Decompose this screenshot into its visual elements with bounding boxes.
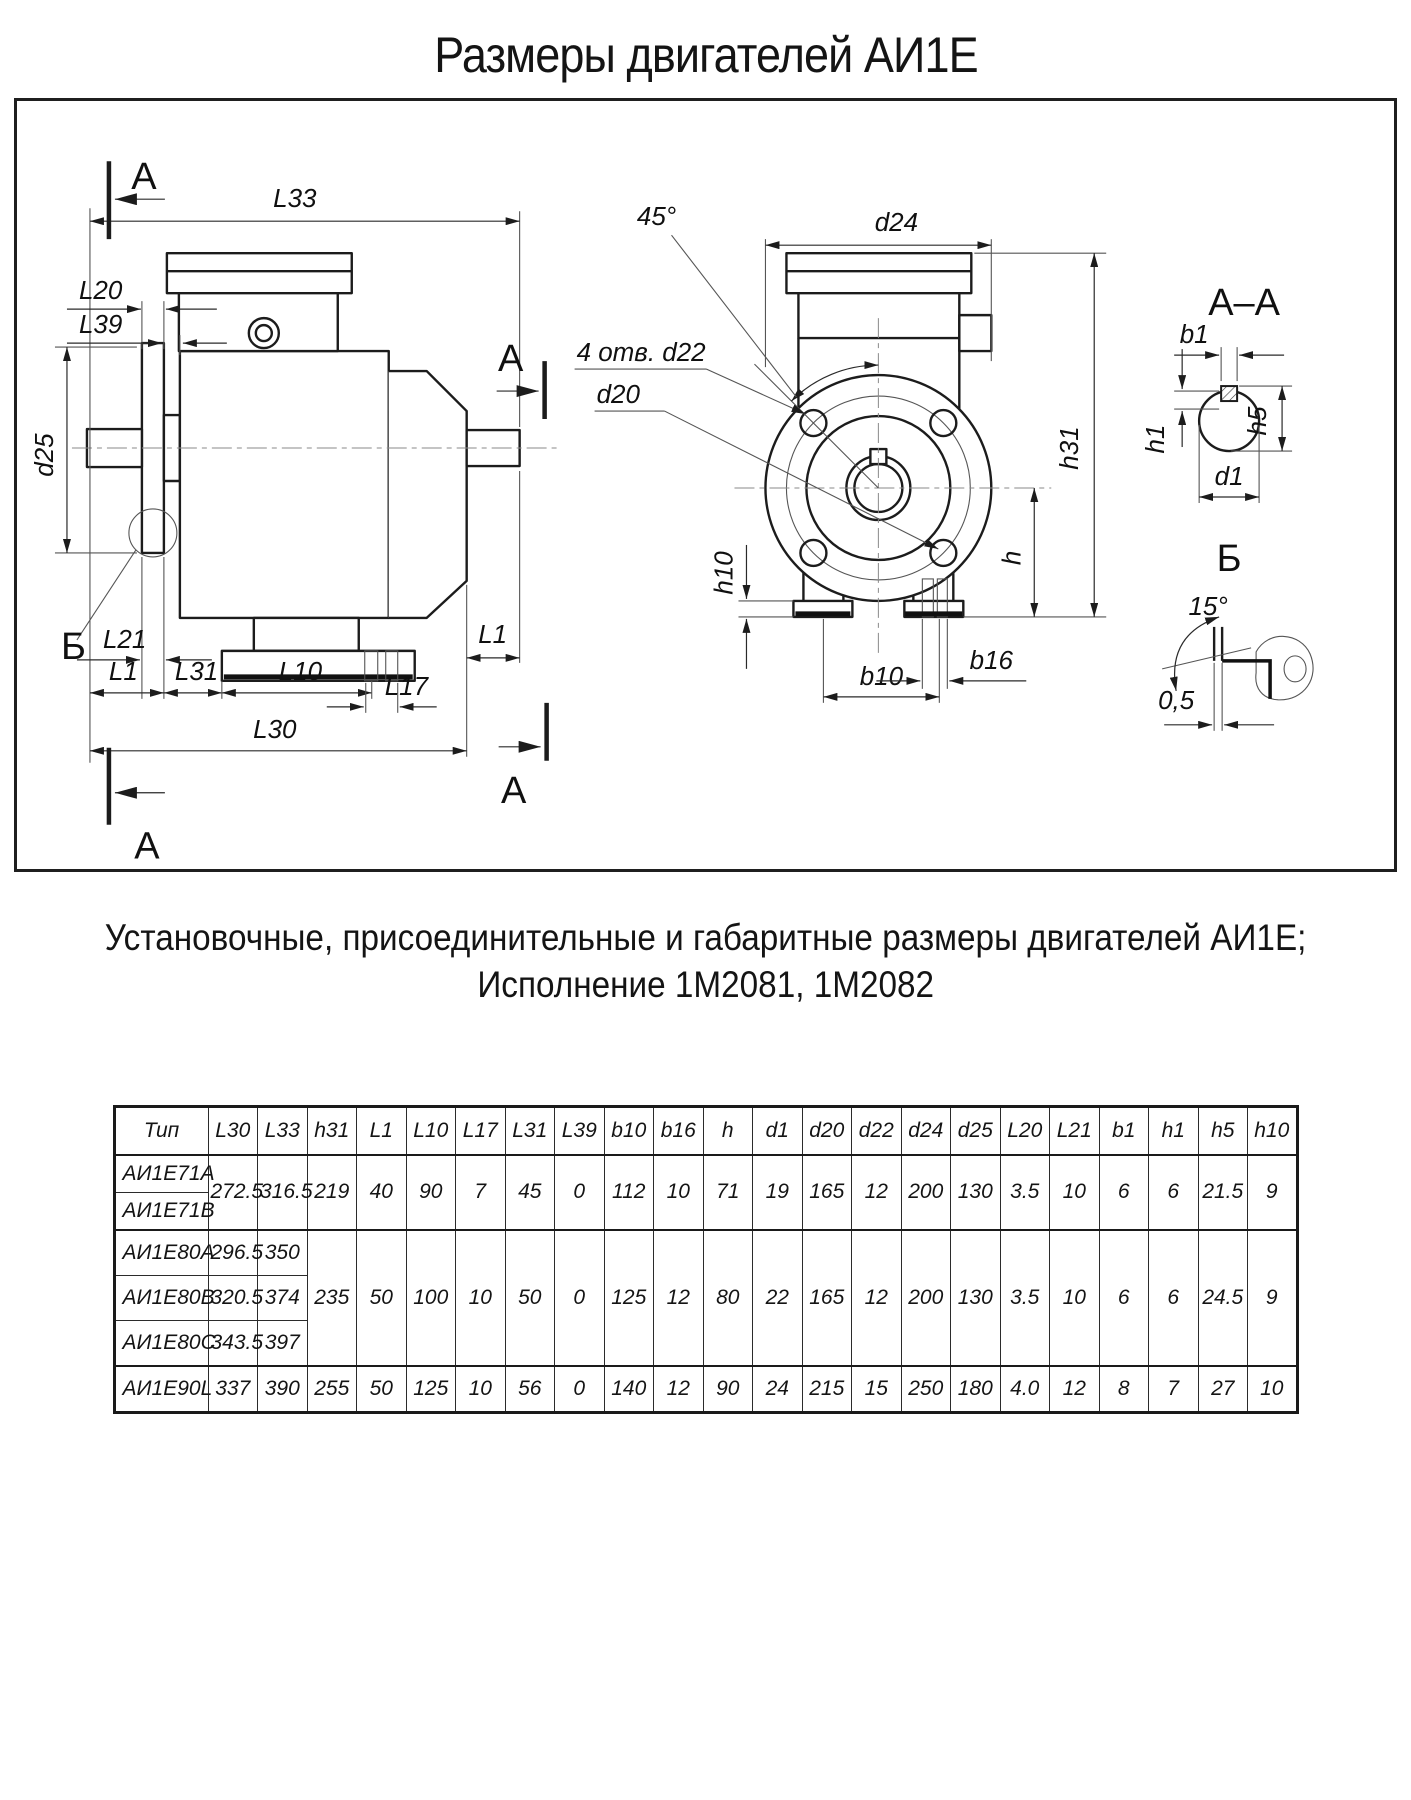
dim-value: 180 xyxy=(951,1366,1001,1413)
col-header: Тип xyxy=(114,1106,208,1155)
detail-b-callout-label: Б xyxy=(60,625,86,668)
dim-value: 10 xyxy=(456,1366,506,1413)
dim-value: 6 xyxy=(1099,1230,1149,1366)
dim-label-d20: d20 xyxy=(596,379,640,410)
col-header: d22 xyxy=(852,1106,902,1155)
page-title xyxy=(0,26,1411,84)
dim-value: 9 xyxy=(1248,1230,1298,1366)
dim-value: 343.5 xyxy=(208,1320,258,1366)
dim-value: 24.5 xyxy=(1198,1230,1248,1366)
dim-value: 255 xyxy=(307,1366,357,1413)
col-header: d24 xyxy=(901,1106,951,1155)
dim-label-l39: L39 xyxy=(78,309,123,340)
front-view xyxy=(575,201,1107,703)
detail-b-title: Б xyxy=(1216,537,1242,580)
dim-value: 50 xyxy=(357,1366,407,1413)
col-header: L10 xyxy=(406,1106,456,1155)
section-marker-a-bottom-right: А xyxy=(500,769,527,812)
dim-value: 397 xyxy=(258,1320,308,1366)
dim-value: 235 xyxy=(307,1230,357,1366)
dim-value: 90 xyxy=(703,1366,753,1413)
dim-label-d24: d24 xyxy=(874,207,919,238)
dim-value: 19 xyxy=(753,1155,803,1230)
dim-value: 6 xyxy=(1149,1230,1199,1366)
dim-value: 12 xyxy=(1050,1366,1100,1413)
dim-value: 7 xyxy=(456,1155,506,1230)
table-row xyxy=(114,1366,1297,1413)
section-aa-view xyxy=(1140,282,1292,503)
dim-value: 10 xyxy=(654,1155,704,1230)
dim-value: 272.5 xyxy=(208,1155,258,1230)
dim-value: 8 xyxy=(1099,1366,1149,1413)
dim-value: 12 xyxy=(654,1230,704,1366)
dim-value: 9 xyxy=(1248,1155,1298,1230)
section-marker-a-top-left: А xyxy=(131,156,157,199)
motor-type-cell: АИ1Е71В xyxy=(114,1192,208,1230)
dim-value: 22 xyxy=(753,1230,803,1366)
dim-label-l30: L30 xyxy=(253,713,297,744)
motor-type-cell: АИ1Е80В xyxy=(114,1275,208,1320)
subtitle-line1: Установочные, присоединительные и габаритные размеры двигателей АИ1Е; xyxy=(104,917,1307,958)
dim-value: 140 xyxy=(604,1366,654,1413)
dim-label-chamfer: 0,5 xyxy=(1158,684,1195,715)
side-view xyxy=(29,156,557,868)
dim-value: 12 xyxy=(852,1155,902,1230)
dim-label-d25: d25 xyxy=(28,433,59,477)
dim-value: 71 xyxy=(703,1155,753,1230)
col-header: h10 xyxy=(1248,1106,1298,1155)
motor-type-cell: АИ1Е80С xyxy=(114,1320,208,1366)
col-header: h xyxy=(703,1106,753,1155)
dim-label-b10: b10 xyxy=(859,660,904,691)
dim-value: 350 xyxy=(258,1230,308,1276)
col-header: d25 xyxy=(951,1106,1001,1155)
col-header: b1 xyxy=(1099,1106,1149,1155)
dim-value: 337 xyxy=(208,1366,258,1413)
motor-type-cell: АИ1Е71А xyxy=(114,1155,208,1193)
dim-label-b1: b1 xyxy=(1179,319,1209,350)
subtitle xyxy=(0,914,1411,1009)
dim-label-15deg: 15° xyxy=(1188,590,1228,621)
dim-value: 15 xyxy=(852,1366,902,1413)
dim-value: 316.5 xyxy=(258,1155,308,1230)
dim-value: 50 xyxy=(357,1230,407,1366)
table-header-row xyxy=(114,1106,1297,1155)
dim-value: 296.5 xyxy=(208,1230,258,1276)
col-header: h5 xyxy=(1198,1106,1248,1155)
section-marker-a-top-right: А xyxy=(497,338,524,381)
dim-value: 12 xyxy=(852,1230,902,1366)
col-header: L20 xyxy=(1000,1106,1050,1155)
dim-value: 390 xyxy=(258,1366,308,1413)
page-title-text: Размеры двигателей АИ1Е xyxy=(433,27,978,83)
col-header: d1 xyxy=(753,1106,803,1155)
detail-b-view xyxy=(1158,538,1313,731)
dim-label-h5: h5 xyxy=(1242,406,1273,436)
dim-value: 0 xyxy=(555,1155,605,1230)
dim-label-h1: h1 xyxy=(1140,424,1171,454)
dim-value: 6 xyxy=(1149,1155,1199,1230)
dim-value: 219 xyxy=(307,1155,357,1230)
col-header: L17 xyxy=(456,1106,506,1155)
dim-value: 130 xyxy=(951,1230,1001,1366)
col-header: L33 xyxy=(258,1106,308,1155)
dim-value: 90 xyxy=(406,1155,456,1230)
dim-value: 320.5 xyxy=(208,1275,258,1320)
col-header: L39 xyxy=(555,1106,605,1155)
dim-value: 125 xyxy=(406,1366,456,1413)
dim-value: 215 xyxy=(802,1366,852,1413)
dim-value: 200 xyxy=(901,1155,951,1230)
dim-label-l1-right: L1 xyxy=(478,618,508,649)
section-marker-a-bottom-left: А xyxy=(134,825,160,868)
dim-value: 250 xyxy=(901,1366,951,1413)
dim-value: 80 xyxy=(703,1230,753,1366)
dim-label-45deg: 45° xyxy=(636,201,677,232)
col-header: b16 xyxy=(654,1106,704,1155)
dim-label-l21: L21 xyxy=(102,623,147,654)
dim-value: 7 xyxy=(1149,1366,1199,1413)
section-aa-title: А–А xyxy=(1208,282,1280,325)
dim-label-l20: L20 xyxy=(78,275,123,306)
dim-value: 3.5 xyxy=(1000,1155,1050,1230)
col-header: h1 xyxy=(1149,1106,1199,1155)
dim-label-h: h xyxy=(996,550,1027,566)
dim-value: 130 xyxy=(951,1155,1001,1230)
dim-value: 56 xyxy=(505,1366,555,1413)
dim-label-h31: h31 xyxy=(1054,426,1085,470)
dim-label-l10: L10 xyxy=(278,655,323,686)
dim-value: 10 xyxy=(456,1230,506,1366)
dim-value: 10 xyxy=(1050,1155,1100,1230)
dim-value: 12 xyxy=(654,1366,704,1413)
technical-drawing xyxy=(17,101,1394,869)
dim-label-l17: L17 xyxy=(384,670,429,701)
table-row xyxy=(114,1155,1297,1193)
dim-label-h10: h10 xyxy=(708,551,739,595)
dim-value: 0 xyxy=(555,1366,605,1413)
dim-label-holes-d22: 4 отв. d22 xyxy=(576,337,706,368)
dim-label-l31: L31 xyxy=(174,655,219,686)
col-header: L30 xyxy=(208,1106,258,1155)
dimensions-table xyxy=(113,1105,1299,1414)
table-row xyxy=(114,1230,1297,1276)
col-header: d20 xyxy=(802,1106,852,1155)
col-header: b10 xyxy=(604,1106,654,1155)
dim-value: 21.5 xyxy=(1198,1155,1248,1230)
dim-value: 200 xyxy=(901,1230,951,1366)
dim-value: 50 xyxy=(505,1230,555,1366)
dim-value: 6 xyxy=(1099,1155,1149,1230)
dim-value: 100 xyxy=(406,1230,456,1366)
dim-value: 40 xyxy=(357,1155,407,1230)
dim-value: 27 xyxy=(1198,1366,1248,1413)
dim-value: 165 xyxy=(802,1230,852,1366)
dim-value: 112 xyxy=(604,1155,654,1230)
col-header: h31 xyxy=(307,1106,357,1155)
motor-type-cell: АИ1Е90L xyxy=(114,1366,208,1413)
drawing-frame xyxy=(14,98,1397,872)
dim-label-d1: d1 xyxy=(1214,461,1244,491)
dim-value: 10 xyxy=(1050,1230,1100,1366)
col-header: L31 xyxy=(505,1106,555,1155)
dim-value: 125 xyxy=(604,1230,654,1366)
dim-value: 4.0 xyxy=(1000,1366,1050,1413)
dim-label-l33: L33 xyxy=(273,183,317,214)
dim-label-b16: b16 xyxy=(969,644,1013,675)
dim-value: 165 xyxy=(802,1155,852,1230)
dim-value: 0 xyxy=(555,1230,605,1366)
dim-value: 3.5 xyxy=(1000,1230,1050,1366)
dim-value: 10 xyxy=(1248,1366,1298,1413)
subtitle-line2: Исполнение 1М2081, 1М2082 xyxy=(477,964,934,1006)
col-header: L21 xyxy=(1050,1106,1100,1155)
col-header: L1 xyxy=(357,1106,407,1155)
dim-value: 45 xyxy=(505,1155,555,1230)
dim-label-l1: L1 xyxy=(108,655,138,686)
dim-value: 24 xyxy=(753,1366,803,1413)
motor-type-cell: АИ1Е80А xyxy=(114,1230,208,1276)
dim-value: 374 xyxy=(258,1275,308,1320)
